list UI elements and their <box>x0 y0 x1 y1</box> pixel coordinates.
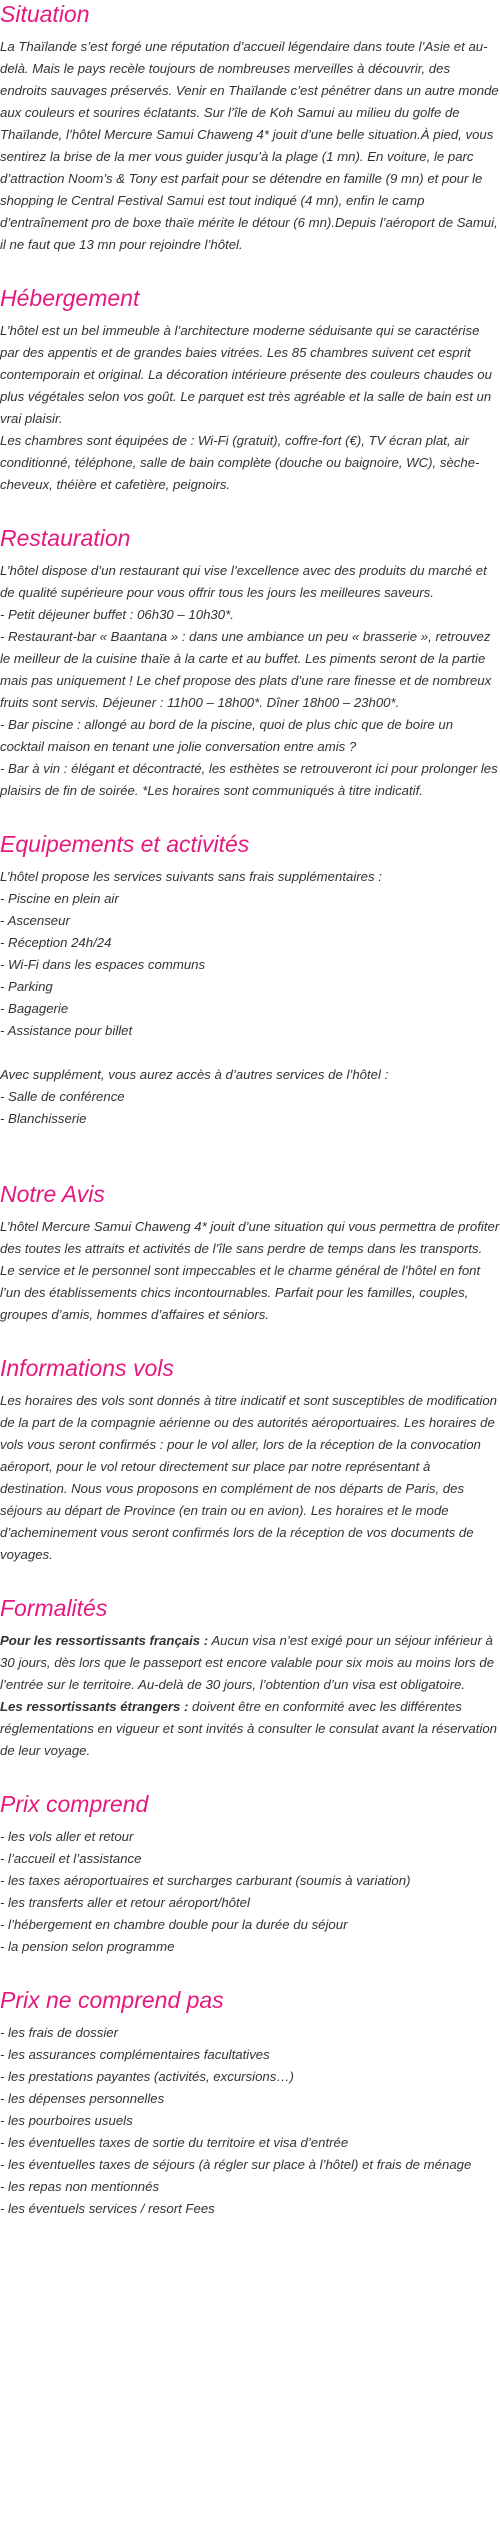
prix-ne-comprend-item: - les repas non mentionnés <box>0 2179 160 2194</box>
equipement-item: - Ascenseur <box>0 913 70 928</box>
prix-ne-comprend-item: - les assurances complémentaires facultatives <box>0 2047 270 2062</box>
prix-comprend-item: - l’hébergement en chambre double pour la durée du séjour <box>0 1917 348 1932</box>
prix-comprend-item: - les taxes aéroportuaires et surcharges carburant (soumis à variation) <box>0 1873 411 1888</box>
restauration-item: - Bar piscine : allongé au bord de la piscine, quoi de plus chic que de boire un cocktail maison en tenant une jolie conversation entre amis ? <box>0 717 454 754</box>
prix-ne-comprend-list <box>0 2022 500 2220</box>
equipement-item: - Bagagerie <box>0 1001 69 1016</box>
equipement-item: - Wi-Fi dans les espaces communs <box>0 957 206 972</box>
section-vols <box>0 1354 500 1566</box>
equipements-free-list <box>0 888 500 1042</box>
section-situation <box>0 0 500 256</box>
prix-comprend-item: - les vols aller et retour <box>0 1829 134 1844</box>
restauration-item: - Restaurant-bar « Baantana » : dans une ambiance un peu « brasserie », retrouvez le meilleur de la cuisine thaïe à la carte et au buffet. Les piments seront de la partie mais pas uniquement ! Le chef propose des plats d’une rare finesse et de nombreux fruits sont servis. Déjeuner : 11h00 – 18h00*. Dîner 18h00 – 23h00*. <box>0 629 492 710</box>
heading-hebergement: Hébergement <box>0 285 140 311</box>
heading-prix-ne-comprend: Prix ne comprend pas <box>0 1987 224 2013</box>
prix-ne-comprend-item: - les éventuelles taxes de sortie du territoire et visa d’entrée <box>0 2135 349 2150</box>
section-equipements <box>0 830 500 1130</box>
equipement-paid-item: - Salle de conférence <box>0 1089 125 1104</box>
prix-comprend-list <box>0 1826 500 1958</box>
equipement-item: - Réception 24h/24 <box>0 935 112 950</box>
prix-ne-comprend-item: - les pourboires usuels <box>0 2113 133 2128</box>
restauration-list <box>0 604 500 802</box>
heading-equipements: Equipements et activités <box>0 831 250 857</box>
prix-ne-comprend-item: - les frais de dossier <box>0 2025 118 2040</box>
heading-vols: Informations vols <box>0 1355 174 1381</box>
section-hebergement <box>0 284 500 496</box>
hebergement-text-2: Les chambres sont équipées de : Wi-Fi (gratuit), coffre-fort (€), TV écran plat, air conditionné, téléphone, salle de bain complète (douche ou baignoire, WC), sèche-cheveux, théière et cafetière, peignoirs. <box>0 433 480 492</box>
prix-ne-comprend-item: - les dépenses personnelles <box>0 2091 165 2106</box>
formalites-etrangers-text: doivent être en conformité avec les différentes réglementations en vigueur et sont invités à consulter le consulat avant la réservation de leur voyage. <box>0 1699 498 1758</box>
formalites-francais-label: Pour les ressortissants français : <box>0 1633 209 1648</box>
equipement-item: - Assistance pour billet <box>0 1023 133 1038</box>
prix-comprend-item: - l’accueil et l’assistance <box>0 1851 142 1866</box>
section-prix-comprend <box>0 1790 500 1958</box>
hebergement-text-1: L’hôtel est un bel immeuble à l’architecture moderne séduisante qui se caractérise par des appentis et de grandes baies vitrées. Les 85 chambres suivent cet esprit contemporain et original. La décoration intérieure présente des couleurs chaudes ou plus végétales selon vos goût. Le parquet est très agréable et la salle de bain est un vrai plaisir. <box>0 323 492 426</box>
prix-ne-comprend-item: - les prestations payantes (activités, excursions…) <box>0 2069 294 2084</box>
prix-comprend-item: - les transferts aller et retour aéroport/hôtel <box>0 1895 250 1910</box>
restauration-text: L’hôtel dispose d’un restaurant qui vise l’excellence avec des produits du marché et de qualité supérieure pour vous offrir tous les jours les meilleures saveurs. <box>0 563 487 600</box>
heading-restauration: Restauration <box>0 525 131 551</box>
formalites-francais <box>0 1630 500 1696</box>
restauration-item: - Bar à vin : élégant et décontracté, les esthètes se retrouveront ici pour prolonger les plaisirs de fin de soirée. *Les horaires sont communiqués à titre indicatif. <box>0 761 498 798</box>
vols-text: Les horaires des vols sont donnés à titre indicatif et sont susceptibles de modification de la part de la compagnie aérienne ou des autorités aéroportuaires. Les horaires de vols vous seront confirmés : pour le vol aller, lors de la réception de la convocation aéroport, pour le vol retour directement sur place par notre représentant à destination. Nous vous proposons en complément de nos départs de Paris, des séjours au départ de Province (en train ou en avion). Les horaires et le mode d’acheminement vous seront confirmés lors de la réception de vos documents de voyages. <box>0 1393 498 1562</box>
section-restauration <box>0 524 500 802</box>
section-avis <box>0 1180 500 1326</box>
equipement-item: - Piscine en plein air <box>0 891 119 906</box>
formalites-francais-text: Aucun visa n’est exigé pour un séjour inférieur à 30 jours, dès lors que le passeport est encore valable pour six mois au moins lors de l’entrée sur le territoire. Au-delà de 30 jours, l’obtention d’un visa est obligatoire. <box>0 1633 495 1692</box>
formalites-etrangers <box>0 1696 500 1762</box>
heading-avis: Notre Avis <box>0 1181 105 1207</box>
prix-ne-comprend-item: - les éventuelles taxes de séjours (à régler sur place à l’hôtel) et frais de ménage <box>0 2157 472 2172</box>
prix-ne-comprend-item: - les éventuels services / resort Fees <box>0 2201 215 2216</box>
prix-comprend-item: - la pension selon programme <box>0 1939 175 1954</box>
equipement-item: - Parking <box>0 979 53 994</box>
situation-text: La Thaïlande s’est forgé une réputation d’accueil légendaire dans toute l’Asie et au-delà. Mais le pays recèle toujours de nombreuses merveilles à découvrir, des endroits sauvages préservés. Venir en Thaïlande c’est pénétrer dans un autre monde aux couleurs et sourires éclatants. Sur l’île de Koh Samui au milieu du golfe de Thaïlande, l’hôtel Mercure Samui Chaweng 4* jouit d’une belle situation.À pied, vous sentirez la brise de la mer vous guider jusqu’à la plage (1 mn). En voiture, le parc d’attraction Noom’s & Tony est parfait pour se détendre en famille (9 mn) et pour le shopping le Central Festival Samui est tout indiqué (4 mn), enfin le camp d’entraînement pro de boxe thaïe mérite le détour (6 mn).Depuis l’aéroport de Samui, il ne faut que 13 mn pour rejoindre l’hôtel. <box>0 39 499 252</box>
heading-situation: Situation <box>0 1 90 27</box>
section-formalites <box>0 1594 500 1762</box>
equipements-intro: L’hôtel propose les services suivants sans frais supplémentaires : <box>0 869 382 884</box>
equipements-paid-list <box>0 1086 500 1130</box>
equipements-paid-intro: Avec supplément, vous aurez accès à d’autres services de l’hôtel : <box>0 1067 389 1082</box>
formalites-etrangers-label: Les ressortissants étrangers : <box>0 1699 189 1714</box>
spacer <box>0 1042 500 1064</box>
restauration-item: - Petit déjeuner buffet : 06h30 – 10h30*. <box>0 607 234 622</box>
avis-text: L’hôtel Mercure Samui Chaweng 4* jouit d’une situation qui vous permettra de profiter des toutes les attraits et activités de l’île sans perdre de temps dans les transports. Le service et le personnel sont impeccables et le charme général de l’hôtel en font l’un des établissements chics incontournables. Parfait pour les familles, couples, groupes d’amis, hommes d’affaires et séniors. <box>0 1219 500 1322</box>
heading-formalites: Formalités <box>0 1595 108 1621</box>
equipement-paid-item: - Blanchisserie <box>0 1111 87 1126</box>
heading-prix-comprend: Prix comprend <box>0 1791 149 1817</box>
section-prix-ne-comprend <box>0 1986 500 2220</box>
